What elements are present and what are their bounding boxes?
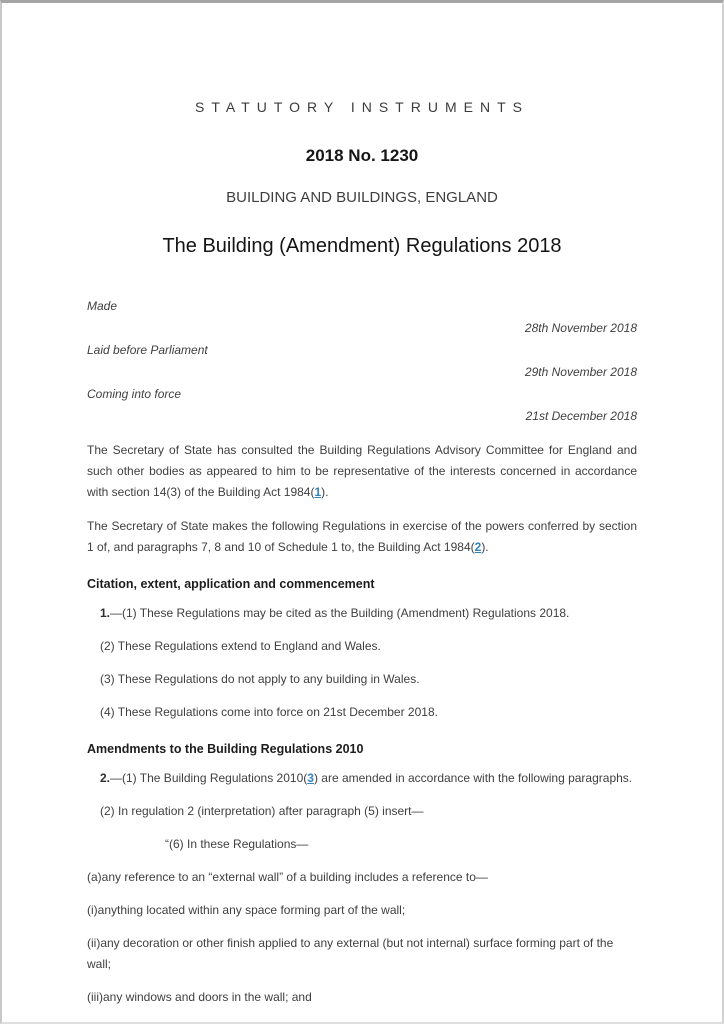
si-subject: BUILDING AND BUILDINGS, ENGLAND [226,189,498,206]
regulation-1-number: 1. [100,606,111,620]
inserted-sub-ii: (ii)any decoration or other finish applied to any external (but not internal) surface forming part of the wall; [87,936,614,971]
preamble-2-close: ). [481,540,489,554]
section-heading-amendments: Amendments to the Building Regulations 2010 [87,742,364,756]
document-title: The Building (Amendment) Regulations 2018 [162,235,562,257]
date-value-force: 21st December 2018 [525,409,637,423]
regulation-1-2: (2) These Regulations extend to England and Wales. [100,639,381,653]
inserted-sub-iii: (iii)any windows and doors in the wall; and [87,990,312,1004]
footnote-link-2[interactable]: 2 [474,540,482,554]
date-value-made: 28th November 2018 [524,321,637,335]
section-heading-citation: Citation, extent, application and commencement [87,577,375,591]
preamble-2-text: The Secretary of State makes the following Regulations in exercise of the powers conferred by section 1 of, and paragraphs 7, 8 and 10 of Schedule 1 to, the Building Act 1984( [87,519,637,554]
date-label-made: Made [87,299,118,313]
regulation-2-1-pre: —(1) The Building Regulations 2010( [110,771,308,785]
date-label-force: Coming into force [87,387,182,401]
inserted-sub-a: (a)any reference to an “external wall” of a building includes a reference to— [87,870,488,884]
regulation-2-2: (2) In regulation 2 (interpretation) after paragraph (5) insert— [100,804,424,818]
regulation-2-1-post: ) are amended in accordance with the following paragraphs. [313,771,633,785]
regulation-1-3: (3) These Regulations do not apply to any building in Wales. [100,672,420,686]
date-value-laid: 29th November 2018 [524,365,637,379]
si-number: 2018 No. 1230 [305,146,419,165]
preamble-paragraph-1 [87,440,637,503]
preamble-1-text: The Secretary of State has consulted the Building Regulations Advisory Committee for England and such other bodies as appeared to him to be representative of the interests concerned in accordance with section 14(3) of the Building Act 1984( [87,443,637,499]
enactment-dates [87,295,637,427]
footnote-link-3[interactable]: 3 [307,771,314,785]
footnote-link-1[interactable]: 1 [314,485,322,499]
preamble-paragraph-2 [87,516,637,558]
regulation-2-number: 2. [100,771,111,785]
regulation-2-1 [87,768,637,789]
date-label-laid: Laid before Parliament [87,343,208,357]
preamble-1-close: ). [321,485,329,499]
document-content [2,99,722,1008]
regulation-1-1 [87,603,637,624]
inserted-sub-i: (i)anything located within any space forming part of the wall; [87,903,406,917]
regulation-1-1-text: —(1) These Regulations may be cited as the Building (Amendment) Regulations 2018. [110,606,570,620]
si-banner: STATUTORY INSTRUMENTS [195,99,529,115]
inserted-paragraph-6: “(6) In these Regulations— [165,837,309,851]
regulation-1-4: (4) These Regulations come into force on 21st December 2018. [100,705,438,719]
